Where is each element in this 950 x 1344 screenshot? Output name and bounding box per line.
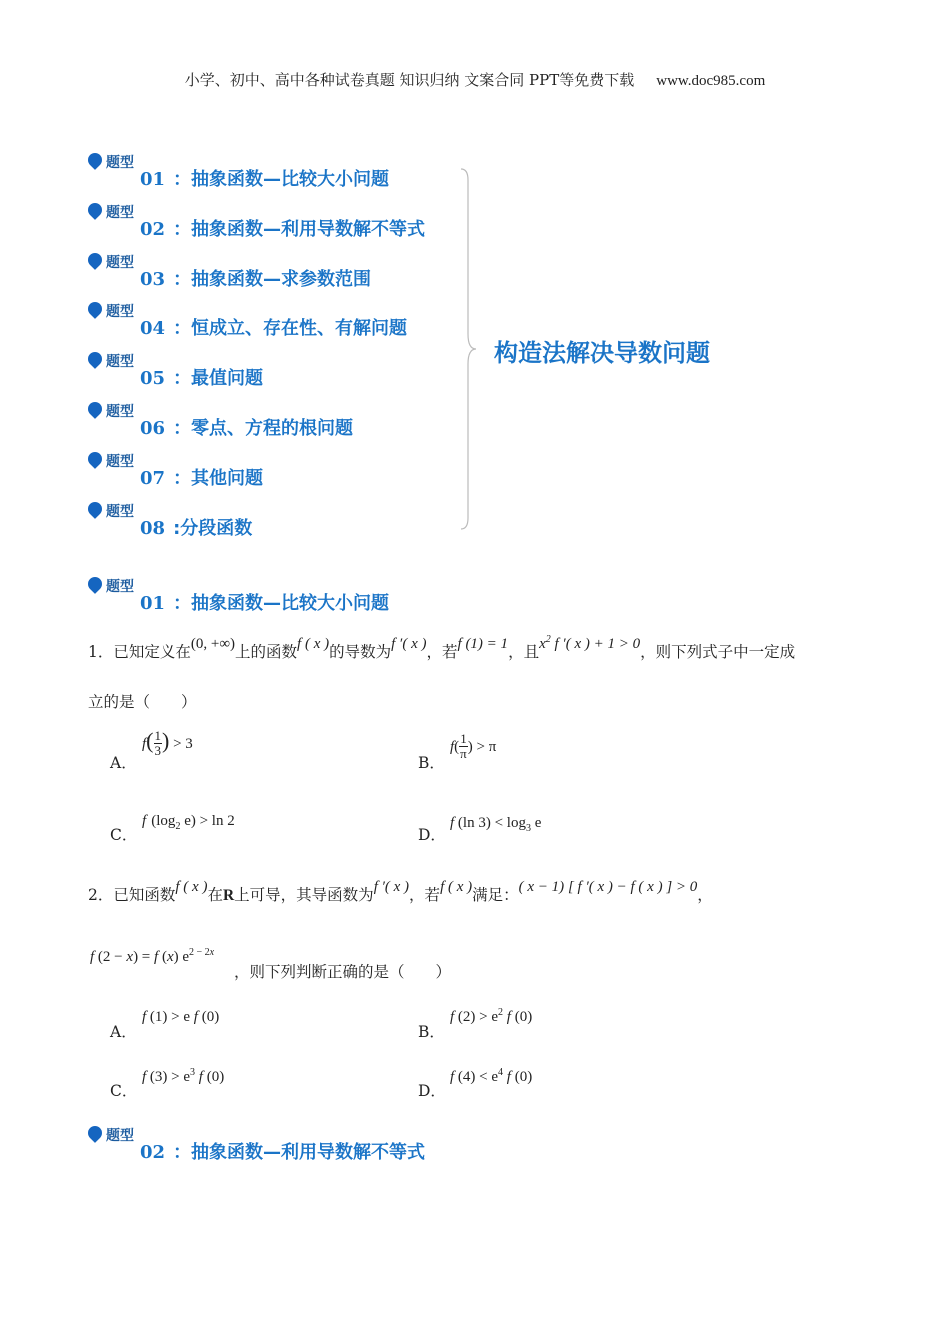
toc-num: 08 <box>140 517 166 539</box>
tag-label: 题型 <box>106 1128 134 1144</box>
q2-text: 满足： <box>472 886 519 904</box>
q2-text: 2．已知函数 <box>88 886 176 904</box>
math-q2-option-b: f $(2) > e^2$ f (0) <box>450 1007 533 1025</box>
section-text: ：抽象函数—利用导数解不等式 <box>173 1142 426 1163</box>
section-num: 02 <box>140 1142 166 1163</box>
math-condition: $x^2$ f ′( x ) + 1 > 0 <box>539 634 641 652</box>
toc-num: 04 <box>140 318 166 340</box>
option-a[interactable] <box>110 751 137 773</box>
option-c[interactable] <box>110 1079 137 1101</box>
pin-icon <box>85 349 105 369</box>
option-d[interactable] <box>418 1079 446 1101</box>
main-title: 构造法解决导数问题 <box>494 339 710 367</box>
math-f1: f (1) = 1 <box>457 636 509 652</box>
q2-line2: ，则下列判断正确的是（ ） <box>234 963 452 981</box>
math-option-b: f( $\frac{1}{\pi}$ ) > π <box>450 731 497 761</box>
math-fprime: f ′( x ) <box>373 879 410 895</box>
page-header <box>0 69 950 90</box>
math-q2-option-d: f $(4) < e^4$ f (0) <box>450 1067 533 1085</box>
question-2 <box>88 879 713 905</box>
math-fx: f ( x ) <box>440 879 473 895</box>
math-condition: ( x − 1) [ f ′( x ) − f ( x ) ] > 0 <box>518 879 698 895</box>
math-q2-option-a: f (1) > e f (0) <box>142 1009 220 1025</box>
toc-title <box>140 514 252 540</box>
toc-title <box>140 215 425 241</box>
pin-icon <box>85 150 105 170</box>
pin-icon <box>85 399 105 419</box>
toc-text: ：其他问题 <box>173 467 264 489</box>
option-label: A． <box>110 754 137 772</box>
toc-text: ：抽象函数—比较大小问题 <box>173 169 390 190</box>
tag-label: 题型 <box>106 404 134 420</box>
header-url: www.doc985.com <box>656 73 766 89</box>
math-fx: f ( x ) <box>297 636 330 652</box>
option-label: C． <box>110 826 138 844</box>
header-text: 小学、初中、高中各种试卷真题 知识归纳 文案合同 PPT等免费下载 <box>184 71 635 89</box>
section-text: ：抽象函数—比较大小问题 <box>173 593 390 614</box>
toc-num: 06 <box>140 418 166 439</box>
option-b[interactable] <box>418 1020 445 1042</box>
toc-num: 07 <box>140 467 166 489</box>
pin-icon <box>85 250 105 270</box>
section-num: 01 <box>140 593 166 614</box>
toc-text: ：最值问题 <box>173 368 264 390</box>
toc-text: ：抽象函数—利用导数解不等式 <box>173 218 426 240</box>
math-fprime: f ′( x ) <box>391 636 427 652</box>
toc-title <box>140 165 389 191</box>
option-label: A． <box>110 1023 137 1041</box>
math-q2-option-c: f $(3) > e^3$ f (0) <box>142 1067 225 1085</box>
pin-icon <box>85 299 105 319</box>
q1-text: 上的函数 <box>235 643 298 661</box>
tag-label: 题型 <box>106 579 134 595</box>
pin-icon <box>85 499 105 519</box>
math-q2-equation: f (2 − x) = f (x) $e^{2 - 2x}$ <box>90 947 215 965</box>
toc-text: ：恒成立、存在性、有解问题 <box>173 318 408 340</box>
tag-label: 题型 <box>106 304 134 321</box>
right-brace <box>460 168 478 530</box>
toc-title <box>140 265 371 291</box>
q1-text: 1．已知定义在 <box>88 643 191 661</box>
q2-text: 上可导，其导函数为 <box>234 886 374 904</box>
math-option-c: f ($\log_2$ e) > ln 2 <box>142 813 235 832</box>
option-label: B． <box>418 754 445 772</box>
toc-num: 05 <box>140 368 166 390</box>
pin-icon <box>85 1123 105 1143</box>
question-1 <box>88 634 796 662</box>
toc-title <box>140 414 353 440</box>
q1-text: ，且 <box>508 643 540 661</box>
option-label: C． <box>110 1082 138 1100</box>
math-fx: f ( x ) <box>175 879 208 895</box>
q1-text: ，则下列式子中一定成 <box>640 643 796 661</box>
option-label: D． <box>418 826 446 844</box>
toc-text: ：抽象函数—求参数范围 <box>173 268 372 290</box>
tag-label: 题型 <box>106 254 134 271</box>
math-option-a: f( $\frac{1}{3}$ ) > 3 <box>142 728 193 758</box>
q1-line2: 立的是（ ） <box>88 693 197 711</box>
pin-icon <box>85 449 105 469</box>
toc-title <box>140 314 407 340</box>
toc-text: ：零点、方程的根问题 <box>173 418 354 439</box>
q2-text: 在 <box>207 886 223 904</box>
toc-title <box>140 364 263 390</box>
pin-icon <box>85 200 105 220</box>
q2-text: ， <box>697 886 713 904</box>
option-c[interactable] <box>110 823 137 845</box>
tag-label: 题型 <box>106 204 134 221</box>
option-label: D． <box>418 1082 446 1100</box>
tag-label: 题型 <box>106 453 134 470</box>
tag-label: 题型 <box>106 354 134 371</box>
toc-num: 02 <box>140 218 166 240</box>
toc-num: 01 <box>140 169 166 190</box>
option-d[interactable] <box>418 823 446 845</box>
toc-num: 03 <box>140 268 166 290</box>
tag-label: 题型 <box>106 503 134 520</box>
toc-text: :分段函数 <box>173 517 253 539</box>
section-title <box>140 1138 425 1164</box>
option-label: B． <box>418 1023 445 1041</box>
q2-text: ，若 <box>409 886 441 904</box>
pin-icon <box>85 574 105 594</box>
q1-text: ，若 <box>426 643 458 661</box>
section-title <box>140 589 389 615</box>
option-b[interactable] <box>418 751 445 773</box>
math-option-d: f (ln $3) < \log_3 e$ <box>450 815 542 834</box>
math-R: R <box>222 887 235 904</box>
q1-text: 的导数为 <box>329 643 392 661</box>
option-a[interactable] <box>110 1020 137 1042</box>
math-domain: (0, +∞) <box>190 636 236 652</box>
toc-title <box>140 464 263 490</box>
tag-label: 题型 <box>106 155 134 171</box>
